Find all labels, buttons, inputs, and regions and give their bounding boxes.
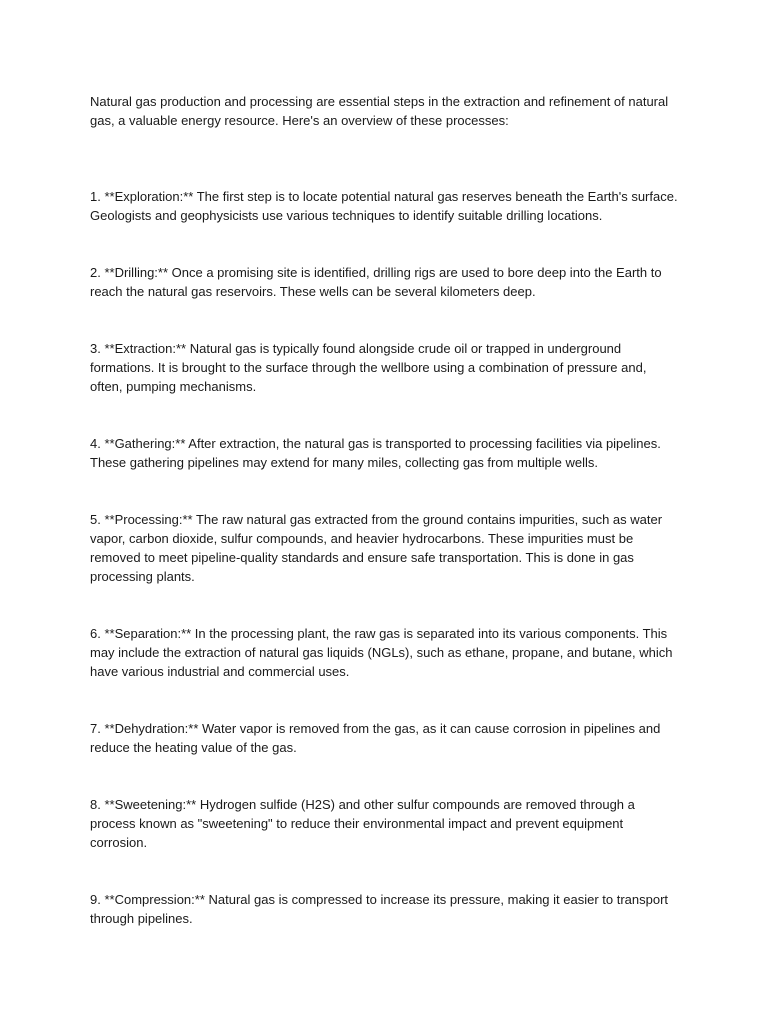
step-compression: 9. **Compression:** Natural gas is compressed to increase its pressure, making it easier to transport through pipelines.: [90, 892, 669, 926]
document-body: [90, 92, 682, 928]
step-processing: 5. **Processing:** The raw natural gas extracted from the ground contains impurities, such as water vapor, carbon dioxide, sulfur compounds, and heavier hydrocarbons. These impurities must be removed to meet pipeline-quality standards and ensure safe transportation. This is done in gas processing plants.: [90, 512, 663, 584]
step-gathering: 4. **Gathering:** After extraction, the natural gas is transported to processing facilities via pipelines. These gathering pipelines may extend for many miles, collecting gas from multiple wells.: [90, 436, 661, 470]
step-drilling: 2. **Drilling:** Once a promising site is identified, drilling rigs are used to bore deep into the Earth to reach the natural gas reservoirs. These wells can be several kilometers deep.: [90, 265, 662, 299]
step-sweetening: 8. **Sweetening:** Hydrogen sulfide (H2S) and other sulfur compounds are removed through a process known as "sweetening" to reduce their environmental impact and prevent equipment corrosion.: [90, 797, 635, 850]
step-separation: 6. **Separation:** In the processing plant, the raw gas is separated into its various components. This may include the extraction of natural gas liquids (NGLs), such as ethane, propane, and butane, which have various industrial and commercial uses.: [90, 626, 673, 679]
step-dehydration: 7. **Dehydration:** Water vapor is removed from the gas, as it can cause corrosion in pipelines and reduce the heating value of the gas.: [90, 721, 661, 755]
step-extraction: 3. **Extraction:** Natural gas is typically found alongside crude oil or trapped in underground formations. It is brought to the surface through the wellbore using a combination of pressure and, often, pumping mechanisms.: [90, 341, 647, 394]
step-exploration: 1. **Exploration:** The first step is to locate potential natural gas reserves beneath the Earth's surface. Geologists and geophysicists use various techniques to identify suitable drilling locations.: [90, 189, 678, 223]
intro-paragraph: Natural gas production and processing are essential steps in the extraction and refinement of natural gas, a valuable energy resource. Here's an overview of these processes:: [90, 94, 669, 128]
